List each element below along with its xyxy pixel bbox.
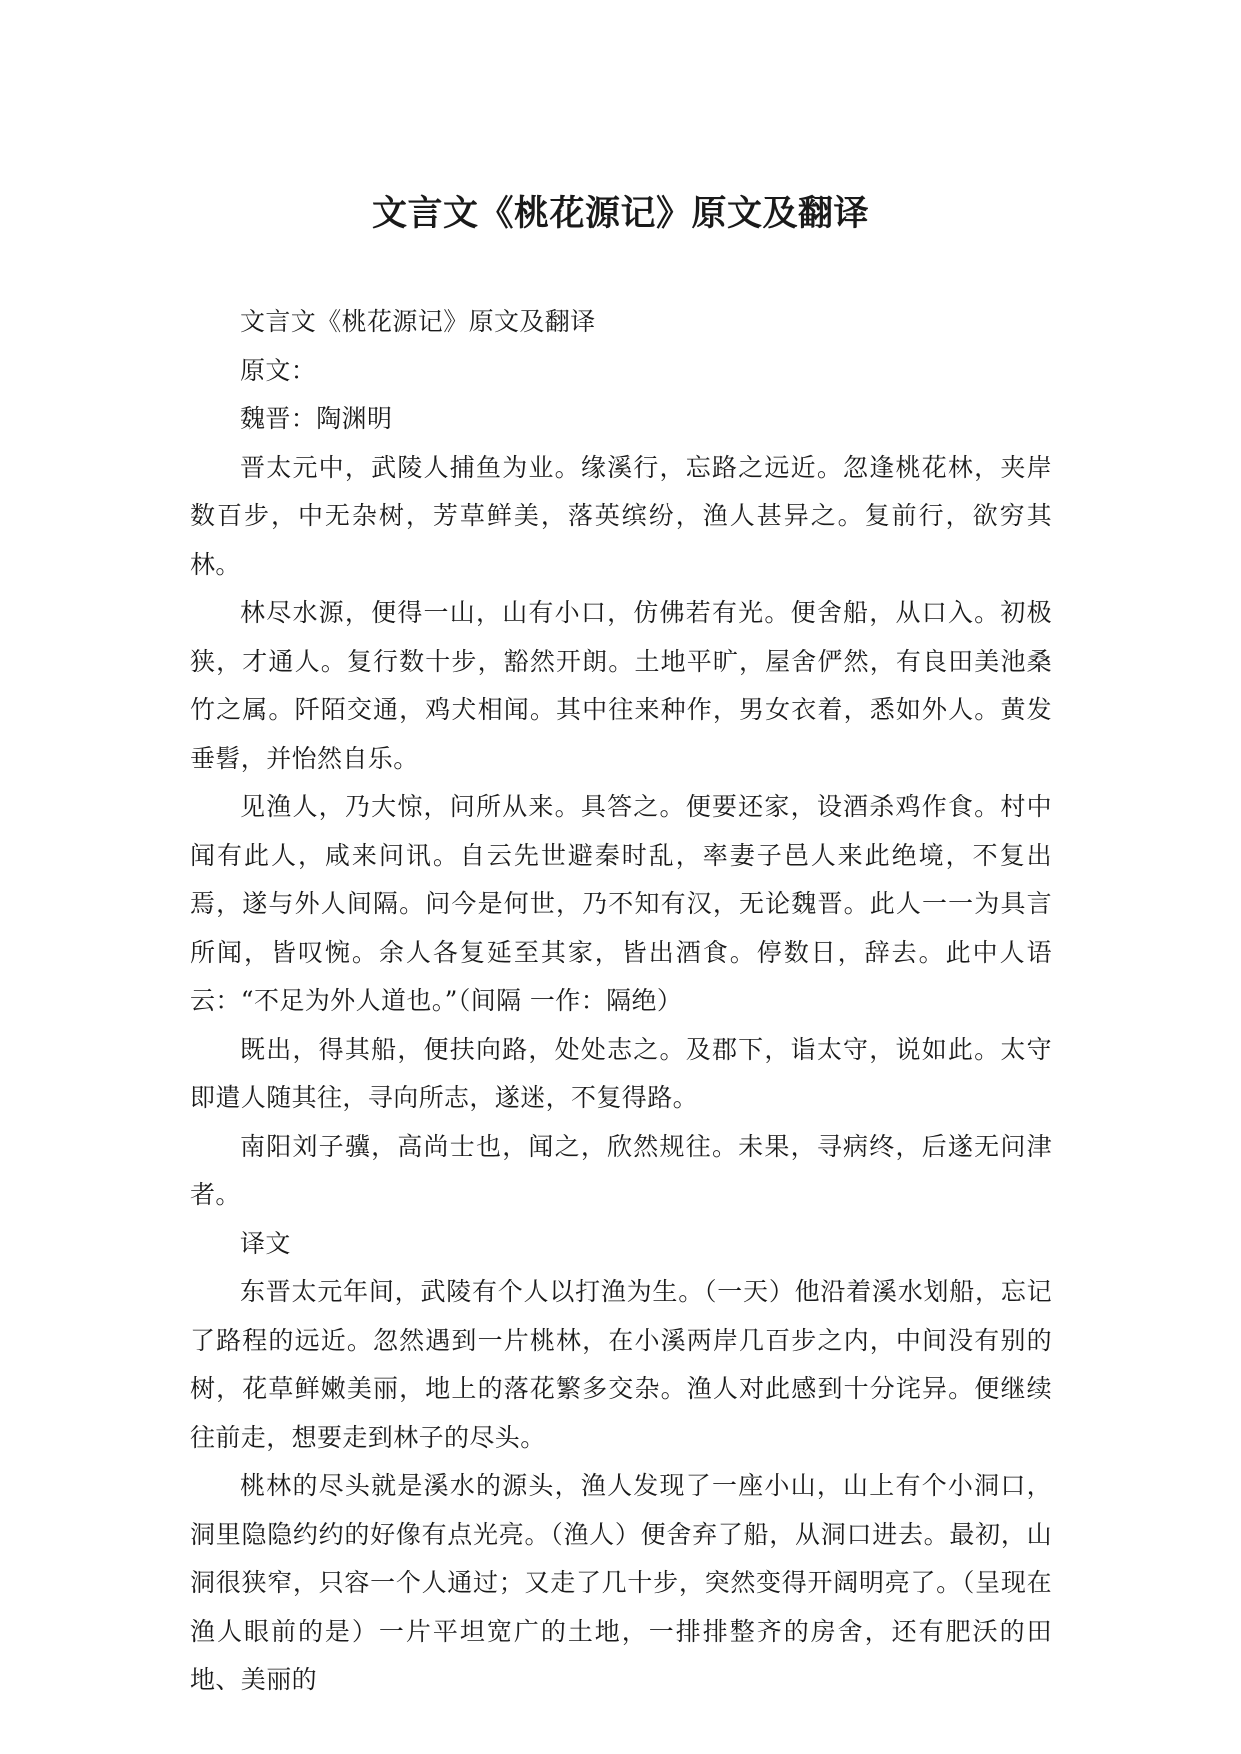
paragraph-original-5: 南阳刘子骥，高尚士也，闻之，欣然规往。未果，寻病终，后遂无问津者。	[190, 1131, 1052, 1209]
paragraph-translation-1: 东晋太元年间，武陵有个人以打渔为生。（一天）他沿着溪水划船，忘记了路程的远近。忽然遇到一片桃林，在小溪两岸几百步之内，中间没有别的树，花草鲜嫩美丽，地上的落花繁多交杂。渔人对此感到十分诧异。便继续往前走，想要走到林子的尽头。	[190, 1277, 1052, 1452]
paragraph-original-4: 既出，得其船，便扶向路，处处志之。及郡下，诣太守，说如此。太守即遣人随其往，寻向所志，遂迷，不复得路。	[190, 1034, 1052, 1112]
paragraph-author: 魏晋：陶渊明	[240, 404, 393, 433]
paragraph-original-1: 晋太元中，武陵人捕鱼为业。缘溪行，忘路之远近。忽逢桃花林，夹岸数百步，中无杂树，芳草鲜美，落英缤纷，渔人甚异之。复前行，欲穷其林。	[190, 452, 1052, 579]
paragraph-original-2: 林尽水源，便得一山，山有小口，仿佛若有光。便舍船，从口入。初极狭，才通人。复行数十步，豁然开朗。土地平旷，屋舍俨然，有良田美池桑竹之属。阡陌交通，鸡犬相闻。其中往来种作，男女衣着，悉如外人。黄发垂髫，并怡然自乐。	[190, 598, 1052, 773]
paragraph-translation-2: 桃林的尽头就是溪水的源头，渔人发现了一座小山，山上有个小洞口，洞里隐隐约约的好像有点光亮。（渔人）便舍弃了船，从洞口进去。最初，山洞很狭窄，只容一个人通过；又走了几十步，突然变得开阔明亮了。（呈现在渔人眼前的是）一片平坦宽广的土地，一排排整齐的房舍，还有肥沃的田地、美丽的	[190, 1471, 1052, 1694]
paragraph-translation-label: 译文	[240, 1228, 291, 1258]
document-body	[190, 298, 1052, 1705]
document-title: 文言文《桃花源记》原文及翻译	[371, 194, 869, 234]
paragraph-original-3: 见渔人，乃大惊，问所从来。具答之。便要还家，设酒杀鸡作食。村中闻有此人，咸来问讯。自云先世避秦时乱，率妻子邑人来此绝境，不复出焉，遂与外人间隔。问今是何世，乃不知有汉，无论魏晋。此人一一为具言所闻，皆叹惋。余人各复延至其家，皆出酒食。停数日，辞去。此中人语云：“不足为外人道也。”（间隔 一作：隔绝）	[190, 792, 1052, 1015]
paragraph-heading: 文言文《桃花源记》原文及翻译	[240, 307, 596, 336]
paragraph-original-label: 原文：	[240, 355, 317, 385]
